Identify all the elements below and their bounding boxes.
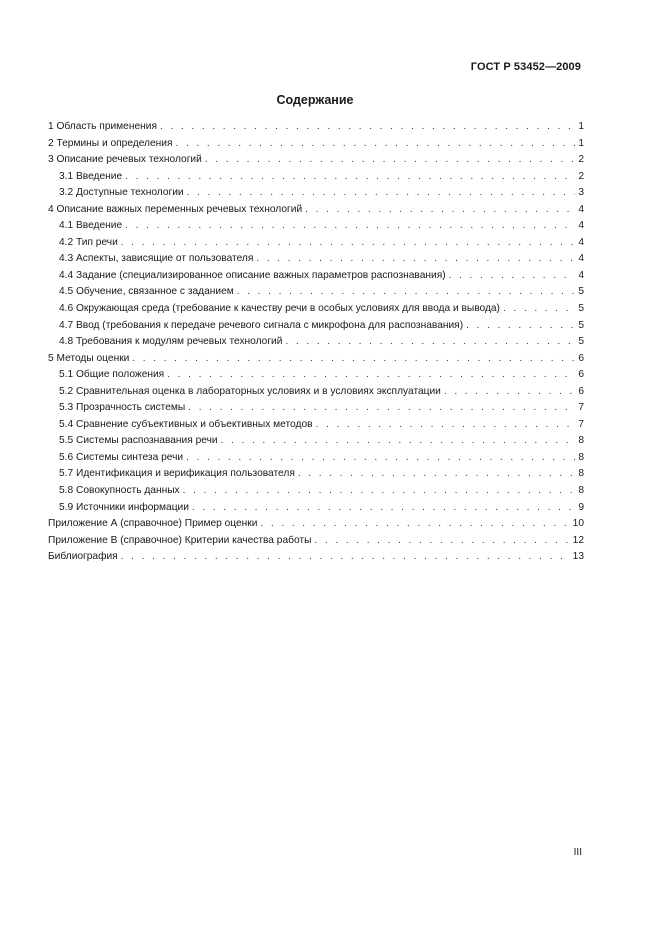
toc-entry-label: 4.5 Обучение, связанное с заданием bbox=[59, 286, 234, 298]
toc-entry-label: 4.7 Ввод (требования к передаче речевого сигнала с микрофона для распознавания) bbox=[59, 319, 464, 331]
toc-entry-page: 8 bbox=[578, 485, 584, 497]
toc-entry[interactable] bbox=[48, 450, 584, 467]
toc-leader-dots bbox=[167, 367, 575, 384]
toc-leader-dots bbox=[285, 334, 575, 351]
toc-entry-page: 8 bbox=[578, 468, 584, 480]
toc-entry-label: 5.3 Прозрачность системы bbox=[59, 402, 186, 414]
toc-entry-page: 2 bbox=[578, 170, 584, 182]
toc-leader-dots bbox=[221, 433, 576, 450]
toc-entry[interactable] bbox=[48, 318, 584, 335]
toc-entry[interactable] bbox=[48, 218, 584, 235]
toc-entry-label: 5.4 Сравнение субъективных и объективных методов bbox=[59, 418, 313, 430]
toc-entry[interactable] bbox=[48, 417, 584, 434]
toc-entry[interactable] bbox=[48, 119, 584, 136]
toc-entry[interactable] bbox=[48, 136, 584, 153]
toc-entry-page: 5 bbox=[578, 319, 584, 331]
toc-entry[interactable] bbox=[48, 268, 584, 285]
toc-entry-page: 4 bbox=[578, 253, 584, 265]
toc-entry-page: 6 bbox=[578, 369, 584, 381]
toc-entry-label: 4 Описание важных переменных речевых технологий bbox=[48, 203, 303, 215]
document-code: ГОСТ Р 53452—2009 bbox=[470, 61, 581, 73]
toc-entry[interactable] bbox=[48, 169, 584, 186]
toc-entry[interactable] bbox=[48, 334, 584, 351]
toc-entry[interactable] bbox=[48, 202, 584, 219]
toc-leader-dots bbox=[186, 450, 575, 467]
toc-leader-dots bbox=[237, 284, 576, 301]
toc-leader-dots bbox=[160, 119, 575, 136]
toc-entry-page: 1 bbox=[578, 137, 584, 149]
toc-entry-page: 12 bbox=[572, 534, 584, 546]
toc-entry-label: Библиография bbox=[48, 551, 118, 563]
toc-leader-dots bbox=[121, 235, 576, 252]
toc-entry-page: 6 bbox=[578, 352, 584, 364]
toc-entry[interactable] bbox=[48, 483, 584, 500]
toc-entry[interactable] bbox=[48, 549, 584, 566]
toc-leader-dots bbox=[305, 202, 575, 219]
toc-entry-label: 4.2 Тип речи bbox=[59, 236, 118, 248]
toc-entry-page: 5 bbox=[578, 303, 584, 315]
toc-entry-label: 3.2 Доступные технологии bbox=[59, 187, 184, 199]
toc-leader-dots bbox=[256, 251, 575, 268]
toc-leader-dots bbox=[503, 301, 575, 318]
toc-entry-label: 5.9 Источники информации bbox=[59, 501, 189, 513]
toc-entry-label: 5.6 Системы синтеза речи bbox=[59, 451, 184, 463]
toc-leader-dots bbox=[260, 516, 569, 533]
toc-entry-page: 5 bbox=[578, 336, 584, 348]
toc-entry[interactable] bbox=[48, 384, 584, 401]
toc-entry-page: 6 bbox=[578, 385, 584, 397]
toc-entry-label: 5.7 Идентификация и верификация пользователя bbox=[59, 468, 295, 480]
toc-entry[interactable] bbox=[48, 433, 584, 450]
toc-entry-label: Приложение А (справочное) Пример оценки bbox=[48, 518, 258, 530]
toc-entry-label: 4.4 Задание (специализированное описание важных параметров распознавания) bbox=[59, 269, 446, 281]
toc-entry-page: 4 bbox=[578, 203, 584, 215]
toc-leader-dots bbox=[175, 136, 575, 153]
toc-entry-page: 8 bbox=[578, 435, 584, 447]
toc-leader-dots bbox=[449, 268, 576, 285]
toc-entry-label: 5.5 Системы распознавания речи bbox=[59, 435, 218, 447]
toc-entry-label: 2 Термины и определения bbox=[48, 137, 173, 149]
toc-entry-label: 4.1 Введение bbox=[59, 220, 123, 232]
toc-entry-page: 4 bbox=[578, 269, 584, 281]
toc-leader-dots bbox=[298, 466, 575, 483]
toc-leader-dots bbox=[121, 549, 570, 566]
toc-entry-label: 3.1 Введение bbox=[59, 170, 123, 182]
toc-leader-dots bbox=[316, 417, 576, 434]
toc-entry[interactable] bbox=[48, 351, 584, 368]
toc-entry-label: 1 Область применения bbox=[48, 121, 157, 132]
toc-entry[interactable] bbox=[48, 367, 584, 384]
toc-leader-dots bbox=[205, 152, 576, 169]
toc-entry-page: 4 bbox=[578, 220, 584, 232]
toc-entry-label: 5.2 Сравнительная оценка в лабораторных условиях и в условиях эксплуатации bbox=[59, 385, 441, 397]
toc-entry-page: 2 bbox=[578, 154, 584, 166]
table-of-contents bbox=[48, 119, 584, 566]
toc-entry-page: 4 bbox=[578, 236, 584, 248]
toc-leader-dots bbox=[314, 533, 569, 550]
toc-leader-dots bbox=[187, 185, 576, 202]
toc-entry[interactable] bbox=[48, 400, 584, 417]
toc-entry-page: 7 bbox=[578, 402, 584, 414]
toc-entry-page: 5 bbox=[578, 286, 584, 298]
toc-entry-label: 4.3 Аспекты, зависящие от пользователя bbox=[59, 253, 254, 265]
toc-leader-dots bbox=[192, 500, 575, 517]
toc-entry[interactable] bbox=[48, 185, 584, 202]
page-number: III bbox=[573, 847, 582, 858]
toc-entry-page: 7 bbox=[578, 418, 584, 430]
toc-entry-label: Приложение В (справочное) Критерии качества работы bbox=[48, 534, 312, 546]
toc-leader-dots bbox=[466, 318, 575, 335]
toc-entry-label: 5.1 Общие положения bbox=[59, 369, 165, 381]
toc-entry[interactable] bbox=[48, 466, 584, 483]
toc-entry-page: 8 bbox=[578, 451, 584, 463]
toc-entry[interactable] bbox=[48, 235, 584, 252]
toc-leader-dots bbox=[188, 400, 575, 417]
toc-entry-page: 13 bbox=[572, 551, 584, 563]
toc-entry-page: 9 bbox=[578, 501, 584, 513]
toc-entry[interactable] bbox=[48, 533, 584, 550]
toc-leader-dots bbox=[132, 351, 575, 368]
toc-entry[interactable] bbox=[48, 251, 584, 268]
toc-entry[interactable] bbox=[48, 301, 584, 318]
toc-entry-label: 3 Описание речевых технологий bbox=[48, 154, 202, 166]
toc-entry-label: 4.6 Окружающая среда (требование к качеству речи в особых условиях для ввода и вывода) bbox=[59, 303, 500, 315]
toc-entry[interactable] bbox=[48, 284, 584, 301]
toc-entry[interactable] bbox=[48, 516, 584, 533]
toc-entry-page: 1 bbox=[578, 121, 584, 132]
toc-entry-page: 3 bbox=[578, 187, 584, 199]
toc-entry-label: 5 Методы оценки bbox=[48, 352, 130, 364]
toc-leader-dots bbox=[444, 384, 575, 401]
toc-leader-dots bbox=[125, 169, 575, 186]
toc-entry-label: 5.8 Совокупность данных bbox=[59, 485, 180, 497]
toc-entry-page: 10 bbox=[572, 518, 584, 530]
toc-leader-dots bbox=[125, 218, 575, 235]
toc-title: Содержание bbox=[276, 93, 354, 107]
toc-entry[interactable] bbox=[48, 152, 584, 169]
toc-entry-label: 4.8 Требования к модулям речевых технологий bbox=[59, 336, 283, 348]
toc-leader-dots bbox=[183, 483, 576, 500]
toc-entry[interactable] bbox=[48, 500, 584, 517]
